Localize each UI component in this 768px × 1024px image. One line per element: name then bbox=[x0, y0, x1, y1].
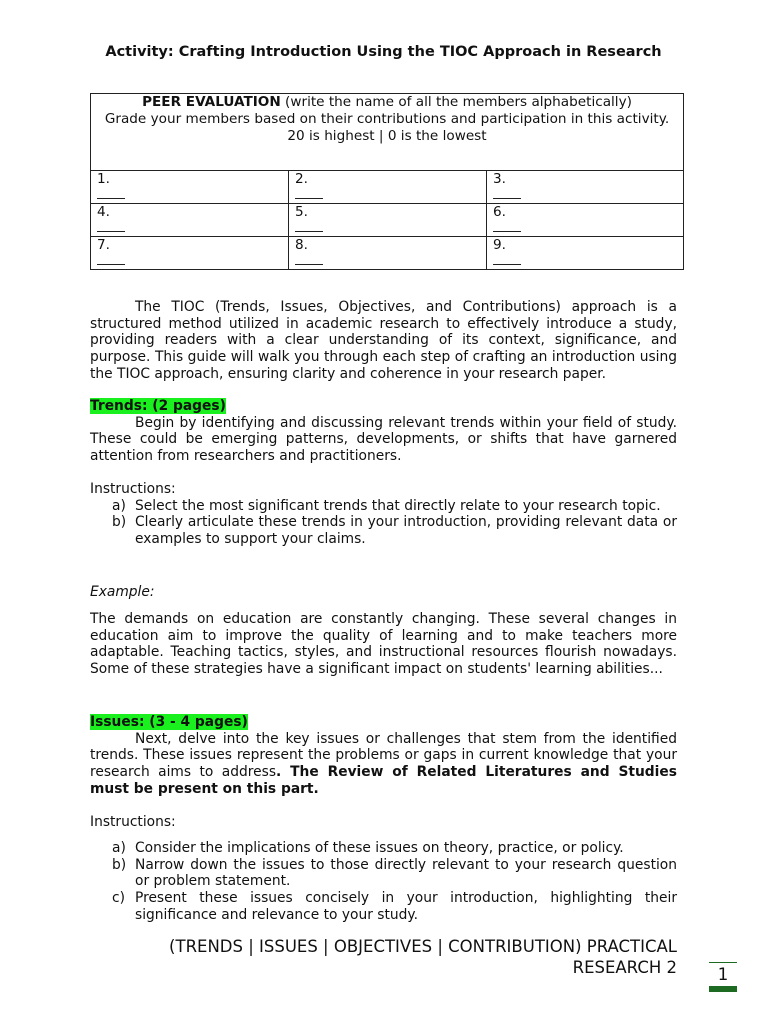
peer-evaluation-instruction: Grade your members based on their contributions and participation in this activity. bbox=[104, 111, 670, 127]
member-slot[interactable]: 6. bbox=[487, 204, 684, 237]
member-slot[interactable]: 9. bbox=[487, 237, 684, 270]
footer-line-1: (TRENDS | ISSUES | OBJECTIVES | CONTRIBUTION) PRACTICAL bbox=[169, 937, 677, 956]
member-slot[interactable]: 2. bbox=[289, 171, 487, 204]
issues-heading: Issues: (3 - 4 pages) bbox=[90, 714, 248, 730]
page-number-bar bbox=[709, 986, 737, 992]
issues-instructions-list bbox=[90, 840, 677, 924]
list-item: c) Present these issues concisely in your introduction, highlighting their significance and relevance to your study. bbox=[112, 890, 677, 923]
issues-body: Next, delve into the key issues or challenges that stem from the identified trends. These issues represent the problems or gaps in current knowledge that your research aims to address. The Review of Related Literatures and Studies must be present on this part. bbox=[90, 730, 677, 797]
example-paragraph: The demands on education are constantly changing. These several changes in education aim to improve the quality of learning and to make teachers more adaptable. Teaching tactics, styles, and instructional resources flourish nowadays. Some of these strategies have a significant impact on students' learning abilities... bbox=[90, 611, 677, 678]
list-item: b) Clearly articulate these trends in your introduction, providing relevant data or examples to support your claims. bbox=[112, 514, 677, 548]
issues-instructions-label: Instructions: bbox=[90, 814, 176, 830]
member-slot[interactable]: 4. bbox=[91, 204, 289, 237]
trends-instructions-list bbox=[90, 498, 677, 548]
peer-evaluation-table bbox=[90, 93, 684, 270]
member-slot[interactable]: 3. bbox=[487, 171, 684, 204]
page-number: 1 bbox=[717, 965, 729, 984]
trends-heading: Trends: (2 pages) bbox=[90, 398, 226, 414]
document-title: Activity: Crafting Introduction Using the TIOC Approach in Research bbox=[105, 44, 662, 60]
list-item: b) Narrow down the issues to those directly relevant to your research question or problem statement. bbox=[112, 856, 677, 890]
member-slot[interactable]: 8. bbox=[289, 237, 487, 270]
member-slot[interactable]: 5. bbox=[289, 204, 487, 237]
peer-evaluation-header bbox=[91, 94, 684, 171]
trends-instructions-label: Instructions: bbox=[90, 481, 176, 497]
peer-evaluation-scale: 20 is highest | 0 is the lowest bbox=[287, 128, 487, 144]
trends-body: Begin by identifying and discussing relevant trends within your field of study. These could be emerging patterns, developments, or shifts that have garnered attention from researchers and practitioners. bbox=[90, 414, 677, 465]
peer-evaluation-note: (write the name of all the members alphabetically) bbox=[280, 94, 632, 110]
issues-body-emphasis: . The Review of Related Literatures and Studies must be present on this part. bbox=[90, 764, 677, 797]
member-slot[interactable]: 1. bbox=[91, 171, 289, 204]
page-footer bbox=[90, 936, 677, 978]
footer-line-2: RESEARCH 2 bbox=[572, 958, 677, 977]
list-item: a) Select the most significant trends that directly relate to your research topic. bbox=[112, 497, 661, 514]
peer-evaluation-heading: PEER EVALUATION bbox=[142, 94, 281, 110]
list-item: a) Consider the implications of these issues on theory, practice, or policy. bbox=[112, 840, 624, 856]
intro-paragraph: The TIOC (Trends, Issues, Objectives, and Contributions) approach is a structured method utilized in academic research to effectively introduce a study, providing readers with a clear understanding of its context, significance, and purpose. This guide will walk you through each step of crafting an introduction using the TIOC approach, ensuring clarity and coherence in your research paper. bbox=[90, 299, 677, 382]
member-slot[interactable]: 7. bbox=[91, 237, 289, 270]
page-number-badge bbox=[709, 962, 737, 992]
example-label: Example: bbox=[90, 584, 155, 600]
